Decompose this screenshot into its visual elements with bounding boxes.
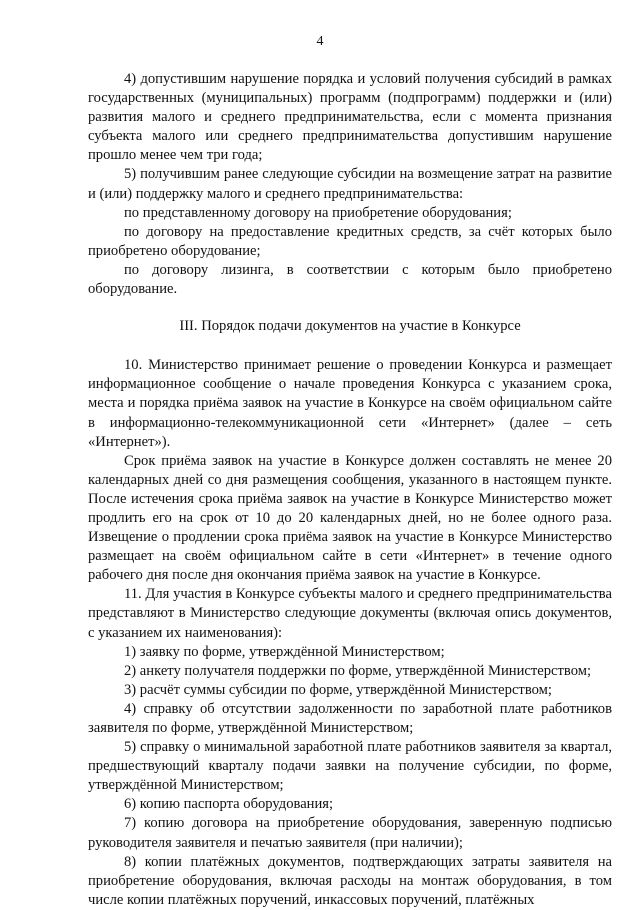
paragraph-application-term: Срок приёма заявок на участие в Конкурсе должен составлять не менее 20 календарных дней со дня размещения сообщения, указанного в настоящем пункте. После истечения срока приёма заявок на участие в Конкурсе Министерство может продлить его на срок от 10 до 20 календарных дней, но не более одного раза. Извещение о продлении срока приёма заявок на участие в Конкурсе Министерство размещает на своём официальном сайте в сети «Интернет» в течение одного рабочего дня после дня окончания приёма заявок на участие в Конкурсе. xyxy=(88,452,612,584)
paragraph-equipment-contract: по представленному договору на приобретение оборудования; xyxy=(124,204,512,221)
list-item-4: 4) справку об отсутствии задолженности по заработной плате работников заявителя по форме, утверждённой Министерством; xyxy=(88,700,612,736)
list-item-5: 5) справку о минимальной заработной плате работников заявителя за квартал, предшествующий кварталу подачи заявки на получение субсидии, по форме, утверждённой Министерством; xyxy=(88,739,612,794)
paragraph-credit-contract: по договору на предоставление кредитных средств, за счёт которых было приобретено оборудование; xyxy=(88,223,612,259)
paragraph-leasing-contract: по договору лизинга, в соответствии с которым было приобретено оборудование. xyxy=(88,261,612,298)
document-body xyxy=(88,70,612,910)
list-item-1: 1) заявку по форме, утверждённой Министерством; xyxy=(124,643,445,660)
list-item-8: 8) копии платёжных документов, подтверждающих затраты заявителя на приобретение оборудования, включая расходы на монтаж оборудования, в том числе копии платёжных поручений, инкассовых поручений, платёжных xyxy=(88,853,612,908)
section-heading: III. Порядок подачи документов на участие в Конкурсе xyxy=(179,318,521,335)
page-number: 4 xyxy=(316,34,324,49)
paragraph-subitem-4: 4) допустившим нарушение порядка и условий получения субсидий в рамках государственных (муниципальных) программ (подпрограмм) поддержки и (или) развития малого и среднего предпринимательства, если с момента признания субъекта малого или среднего предпринимательства допустившим нарушение прошло менее чем три года; xyxy=(88,71,612,164)
paragraph-subitem-5: 5) получившим ранее следующие субсидии на возмещение затрат на развитие и (или) поддержку малого и среднего предпринимательства: xyxy=(88,166,612,202)
list-item-2: 2) анкету получателя поддержки по форме, утверждённой Министерством; xyxy=(124,662,591,679)
list-item-3: 3) расчёт суммы субсидии по форме, утверждённой Министерством; xyxy=(124,681,552,698)
list-item-6: 6) копию паспорта оборудования; xyxy=(124,796,334,813)
paragraph-clause-11: 11. Для участия в Конкурсе субъекты малого и среднего предпринимательства представляют в Министерство следующие документы (включая опись документов, с указанием их наименования): xyxy=(88,586,612,641)
paragraph-clause-10: 10. Министерство принимает решение о проведении Конкурса и размещает информационное сообщение о начале проведения Конкурса с указанием срока, места и порядка приёма заявок на участие в Конкурсе на своём официальном сайте в информационно-телекоммуникационной сети «Интернет» (далее – сеть «Интернет»). xyxy=(88,357,612,450)
list-item-7: 7) копию договора на приобретение оборудования, заверенную подписью руководителя заявителя и печатью заявителя (при наличии); xyxy=(88,815,612,851)
